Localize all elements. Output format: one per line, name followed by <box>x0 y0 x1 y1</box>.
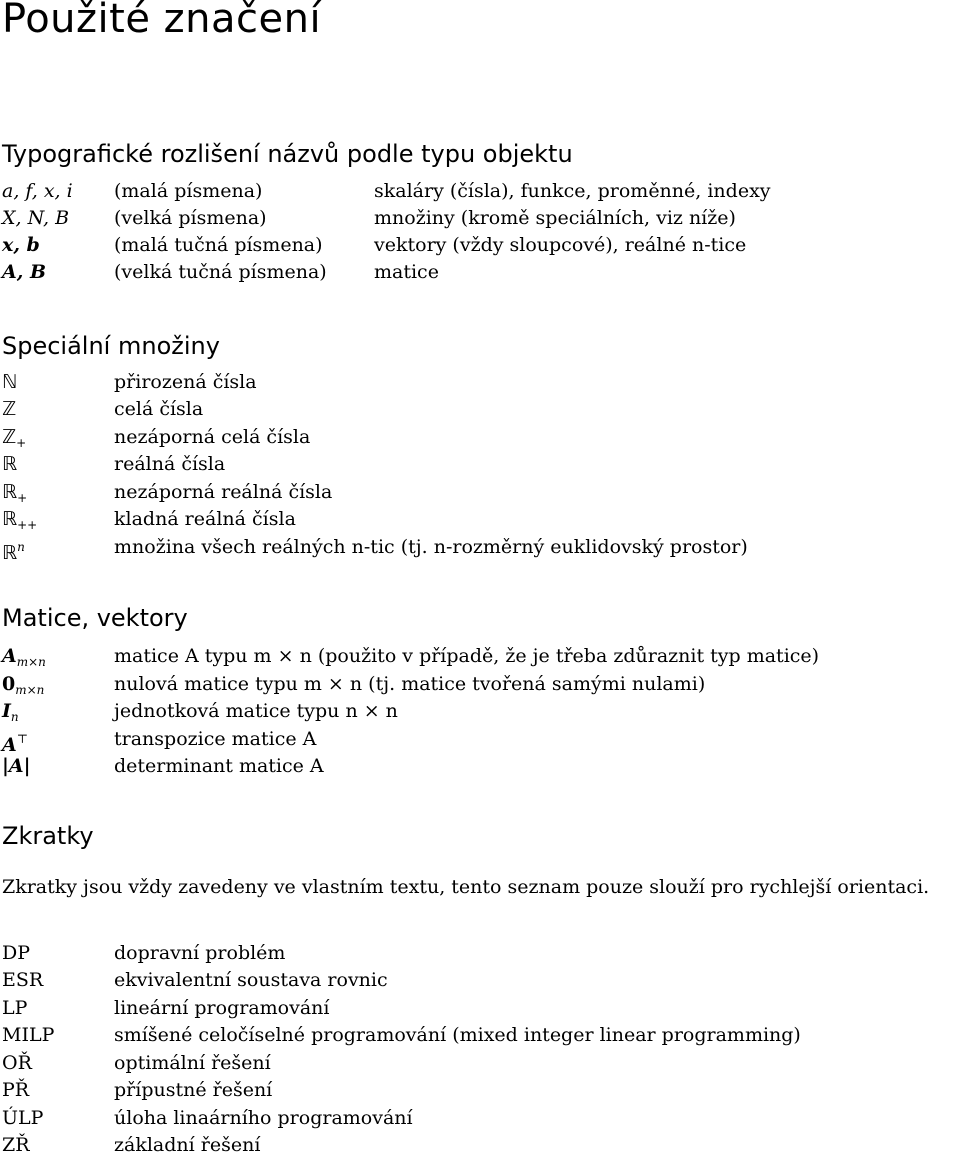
style-description: (velká písmena) <box>114 207 267 229</box>
meaning: nezáporná reálná čísla <box>114 481 333 503</box>
meaning: reálná čísla <box>114 453 226 475</box>
matrix-symbol: $I_n$ <box>2 700 19 724</box>
meaning: matice A typu m × n (použito v případě, že je třeba zdůraznit typ matice) <box>114 645 820 667</box>
meaning: skaláry (čísla), funkce, proměnné, indexy <box>374 180 771 202</box>
set-symbol: ℤ <box>2 398 17 420</box>
abbreviation: ZŘ <box>2 1134 30 1156</box>
set-symbol: ℝ$_+$ <box>2 481 28 505</box>
abbreviation: DP <box>2 942 31 964</box>
meaning: matice <box>374 261 439 283</box>
section-heading-abbreviations: Zkratky <box>2 822 94 850</box>
subscript: m×n <box>15 683 45 697</box>
style-description: (malá tučná písmena) <box>114 234 323 256</box>
meaning: ekvivalentní soustava rovnic <box>114 969 388 991</box>
meaning: dopravní problém <box>114 942 286 964</box>
meaning: vektory (vždy sloupcové), reálné n-tice <box>374 234 747 256</box>
subscript: ++ <box>17 518 38 532</box>
matrix-symbol: $A_{m\times n}$ <box>2 645 46 669</box>
set-symbol: ℤ$_+$ <box>2 426 27 450</box>
meaning: základní řešení <box>114 1134 261 1156</box>
symbol: a, f, x, i <box>2 180 73 202</box>
subscript: + <box>16 436 27 450</box>
symbol: A, B <box>2 261 47 283</box>
meaning: množiny (kromě speciálních, viz níže) <box>374 207 736 229</box>
meaning: transpozice matice A <box>114 728 317 750</box>
style-description: (malá písmena) <box>114 180 263 202</box>
subscript: n <box>10 710 19 724</box>
meaning: jednotková matice typu n × n <box>114 700 398 722</box>
matrix-symbol: A⊤ <box>2 732 29 756</box>
subscript: + <box>17 491 28 505</box>
set-symbol: ℝ$_{++}$ <box>2 508 38 532</box>
abbreviation: MILP <box>2 1024 55 1046</box>
set-symbol: ℕ <box>2 371 18 393</box>
meaning: přirozená čísla <box>114 371 257 393</box>
section-heading-sets: Speciální množiny <box>2 332 220 360</box>
symbol: X, N, B <box>2 207 70 229</box>
superscript: n <box>17 540 25 554</box>
meaning: determinant matice A <box>114 755 324 777</box>
abbreviation: OŘ <box>2 1052 32 1074</box>
meaning: úloha linaárního programování <box>114 1107 413 1129</box>
set-symbol: ℝ <box>2 453 18 475</box>
meaning: množina všech reálných n-tic (tj. n-rozměrný euklidovský prostor) <box>114 536 748 558</box>
page-title: Použité značení <box>2 0 322 42</box>
section-heading-matrices: Matice, vektory <box>2 604 188 632</box>
meaning: lineární programování <box>114 997 330 1019</box>
section-heading-typography: Typografické rozlišení názvů podle typu objektu <box>2 140 573 168</box>
superscript: ⊤ <box>16 732 29 746</box>
abbreviation: LP <box>2 997 28 1019</box>
meaning: smíšené celočíselné programování (mixed integer linear programming) <box>114 1024 801 1046</box>
meaning: přípustné řešení <box>114 1079 273 1101</box>
subscript: m×n <box>16 655 46 669</box>
set-symbol: ℝ$^n$ <box>2 540 25 564</box>
matrix-symbol: $0_{m\times n}$ <box>2 673 45 697</box>
meaning: kladná reálná čísla <box>114 508 296 530</box>
abbreviation: ESR <box>2 969 44 991</box>
meaning: celá čísla <box>114 398 204 420</box>
style-description: (velká tučná písmena) <box>114 261 327 283</box>
meaning: optimální řešení <box>114 1052 271 1074</box>
meaning: nezáporná celá čísla <box>114 426 311 448</box>
abbreviation: PŘ <box>2 1079 30 1101</box>
matrix-symbol: |A| <box>2 755 31 777</box>
meaning: nulová matice typu m × n (tj. matice tvořená samými nulami) <box>114 673 706 695</box>
abbreviation: ÚLP <box>2 1107 44 1129</box>
symbol: x, b <box>2 234 40 256</box>
abbreviations-intro: Zkratky jsou vždy zavedeny ve vlastním textu, tento seznam pouze slouží pro rychlejší orientaci. <box>2 876 930 898</box>
